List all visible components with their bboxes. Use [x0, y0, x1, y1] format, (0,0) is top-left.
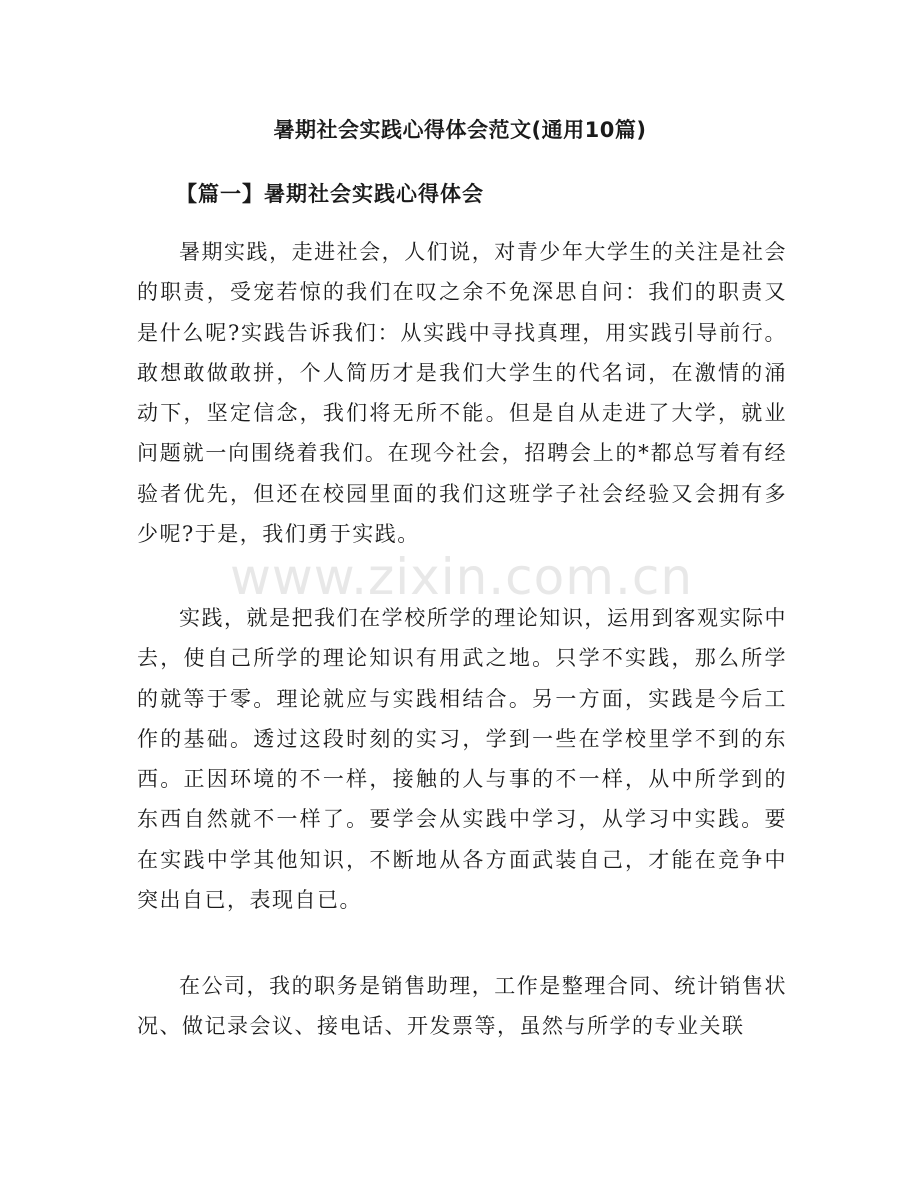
paragraph-2: 实践，就是把我们在学校所学的理论知识，运用到客观实际中去，使自己所学的理论知识有用武之地。只学不实践，那么所学的就等于零。理论就应与实践相结合。另一方面，实践是今后工作的基础。透过这段时刻的实习，学到一些在学校里学不到的东西。正因环境的不一样，接触的人与事的不一样，从中所学到的东西自然就不一样了。要学会从实践中学习，从学习中实践。要在实践中学其他知识，不断地从各方面武装自己，才能在竞争中突出自已，表现自已。 [137, 606, 787, 913]
section-heading: 【篇一】暑期社会实践心得体会 [176, 181, 484, 206]
watermark-text: www.zixin.com.cn [230, 548, 694, 606]
document-title: 暑期社会实践心得体会范文(通用10篇) [273, 118, 647, 142]
paragraph-1: 暑期实践，走进社会，人们说，对青少年大学生的关注是社会的职责，受宠若惊的我们在叹之余不免深思自问：我们的职责又是什么呢?实践告诉我们：从实践中寻找真理，用实践引导前行。敢想敢做敢拼，个人简历才是我们大学生的代名词，在激情的涌动下，坚定信念，我们将无所不能。但是自从走进了大学，就业问题就一向围绕着我们。在现今社会，招聘会上的*都总写着有经验者优先，但还在校园里面的我们这班学子社会经验又会拥有多少呢?于是，我们勇于实践。 [137, 240, 787, 547]
paragraph-3: 在公司，我的职务是销售助理，工作是整理合同、统计销售状况、做记录会议、接电话、开发票等，虽然与所学的专业关联 [137, 974, 787, 1039]
